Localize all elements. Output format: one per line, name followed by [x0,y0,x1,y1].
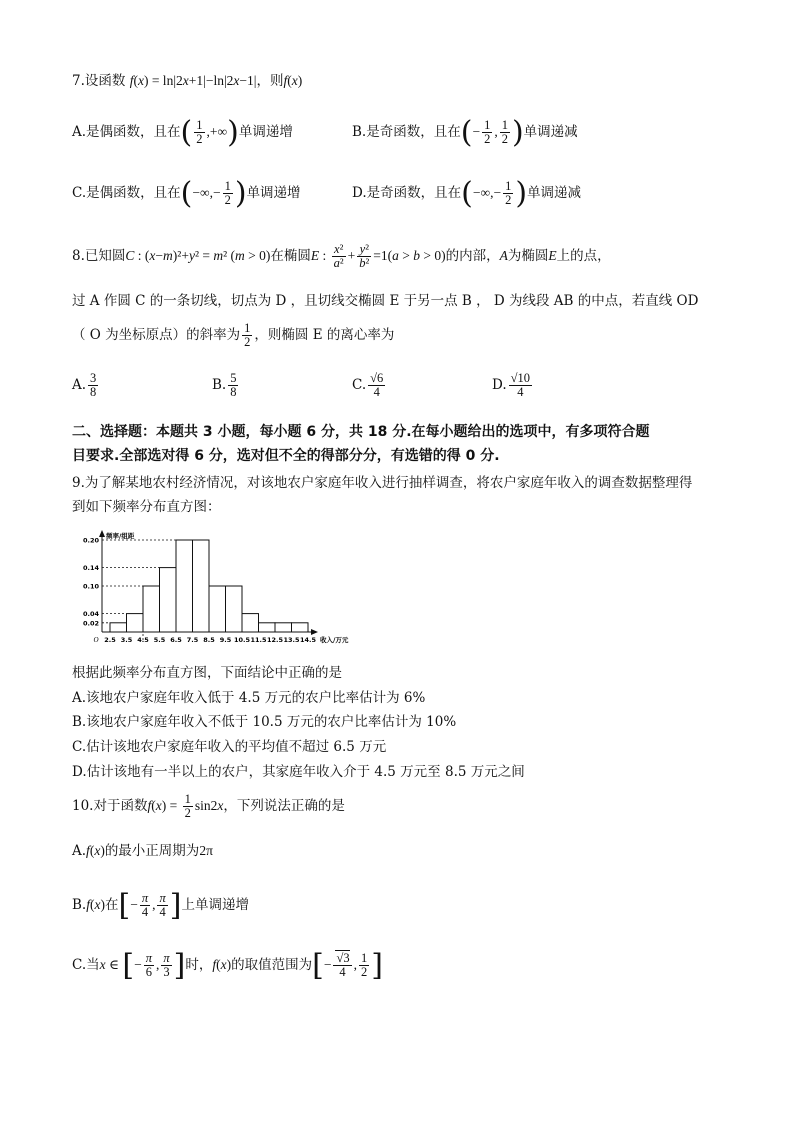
x-tick-label: 4.5 [137,636,149,644]
histogram-bar [176,540,193,632]
x-tick-label: 2.5 [104,636,116,644]
origin-label: O [93,636,99,644]
q8-stem-line2: 过 A 作圆 C 的一条切线，切点为 D ，且切线交椭圆 E 于另一点 B ， D 为线段 AB 的中点，若直线 OD [72,293,699,309]
q10-option-a[interactable]: A.f(x)的最小正周期为2π [72,843,213,859]
x-tick-label: 6.5 [170,636,182,644]
histogram-bar [209,586,226,632]
histogram-bar [143,586,160,632]
y-tick-label: 0.10 [82,582,99,591]
q7-option-c[interactable]: C.是偶函数，且在(−∞,− $\frac{1}{2}$ )单调递增 [72,176,301,211]
q9-stem-line2: 到如下频率分布直方图： [72,499,221,515]
q8-option-a[interactable]: A. $\frac{3}{8}$ [72,371,97,400]
histogram-bar [242,614,259,632]
q9-after-text: 根据此频率分布直方图，下面结论中正确的是 [72,665,342,681]
x-tick-label: 8.5 [203,636,215,644]
y-axis-label: 频率/组距 [106,532,135,540]
histogram-bar [193,540,210,632]
y-tick-label: 0.04 [82,610,99,619]
q7-option-b[interactable]: B.是奇函数，且在(− $\frac{1}{2}$ , $\frac{1}{2}$ )单调递减 [352,115,578,150]
y-tick-label: 0.20 [82,536,99,545]
y-tick-label: 0.02 [82,619,99,628]
x-tick-label: 13.5 [283,636,300,644]
q8-stem-line1: 8.已知圆C : (x−m)²+y² = m² (m > 0)在椭圆E : $\frac{\text{x²}}{\text{a²}}$ + $\frac{\text{y²}}{\text{b²}}$ =1(a > b > 0)的内部，A为椭圆E上的点， [72,242,611,271]
x-axis-label: 收入/万元 [320,636,349,644]
y-axis-arrow [99,530,105,537]
q9-option-a[interactable]: A.该地农户家庭年收入低于 4.5 万元的农户比率估计为 6% [72,690,426,706]
q8-option-c[interactable]: C. $\frac{√6}{4}$ [352,371,384,400]
x-axis-arrow [311,629,318,635]
x-tick-label: 7.5 [186,636,199,644]
histogram-bar [127,614,144,632]
section2-line1: 二、选择题：本题共 3 小题，每小题 6 分，共 18 分.在每小题给出的选项中，有多项符合题 [72,424,650,440]
histogram-bar [275,623,292,632]
section2-line2: 目要求.全部选对得 6 分，选对但不全的得部分分，有选错的得 0 分. [72,448,500,464]
x-tick-label: 5.5 [153,636,166,644]
x-tick-label: 10.5 [233,636,251,644]
q9-stem-line1: 9.为了解某地农村经济情况，对该地农户家庭年收入进行抽样调查，将农户家庭年收入的调查数据整理得 [72,475,693,491]
x-tick-label: 14.5 [299,636,317,644]
q7-stem: 7.设函数 f(x) = ln|2x+1|−ln|2x−1|，则f(x) [72,73,303,89]
q7-option-d[interactable]: D.是奇函数，且在(−∞,− $\frac{1}{2}$ )单调递减 [352,176,582,211]
frequency-histogram [72,528,372,654]
q10-option-b[interactable]: B.f(x)在[− $\frac{\pi}{4}$ , $\frac{\pi}{4}$ ]上单调递增 [72,888,249,923]
q9-option-c[interactable]: C.估计该地农户家庭年收入的平均值不超过 6.5 万元 [72,739,387,755]
x-tick-label: 12.5 [266,636,284,644]
q8-option-d[interactable]: D. $\frac{√10}{4}$ [492,371,531,400]
q9-option-b[interactable]: B.该地农户家庭年收入不低于 10.5 万元的农户比率估计为 10% [72,714,457,730]
x-tick-label: 9.5 [219,636,232,644]
x-tick-label: 11.5 [250,636,267,644]
x-tick-label: 3.5 [120,636,133,644]
histogram-bar [259,623,276,632]
q7-option-a[interactable]: A.是偶函数，且在( $\frac{1}{2}$ ,+∞)单调递增 [72,115,293,150]
q8-stem-line3: （ O 为坐标原点）的斜率为 $\frac{1}{2}$ ，则椭圆 E 的离心率为 [72,321,395,350]
q9-option-d[interactable]: D.估计该地有一半以上的农户，其家庭年收入介于 4.5 万元至 8.5 万元之间 [72,764,525,780]
y-tick-label: 0.14 [82,564,99,573]
q10-option-c[interactable]: C.当x ∈ [− $\frac{\pi}{6}$ , $\frac{\pi}{3}$ ]时，f(x)的取值范围为[− $\frac{√3}{4}$ , $\frac{1}{2}$ ] [72,948,383,983]
histogram-bar [226,586,243,632]
histogram-bar [160,568,177,632]
histogram-bar [110,623,127,632]
q8-option-b[interactable]: B. $\frac{5}{8}$ [212,371,237,400]
q10-stem: 10.对于函数f(x) = $\frac{1}{2}$ sin2x，下列说法正确的是 [72,792,345,821]
histogram-bar [292,623,309,632]
